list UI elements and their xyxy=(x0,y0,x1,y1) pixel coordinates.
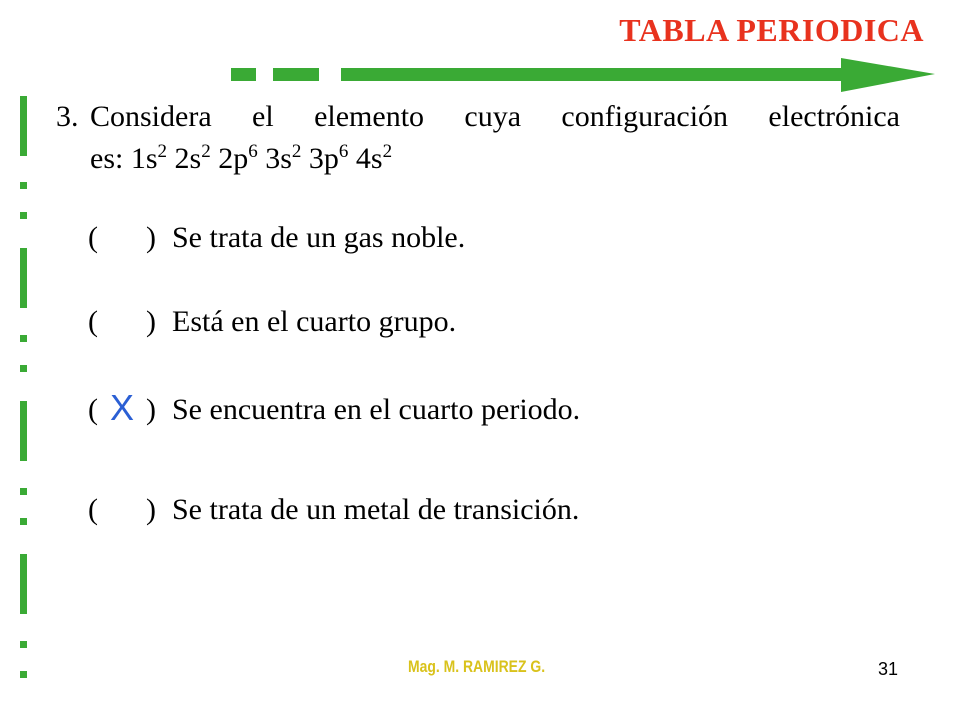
config-prefix: es: xyxy=(90,142,124,175)
left-dashed-line xyxy=(0,90,40,720)
slide-title: TABLA PERIODICA xyxy=(619,12,924,48)
dash-dot xyxy=(20,518,27,525)
option-text: Se trata de un gas noble. xyxy=(172,221,466,254)
config-term: $3s^2$ xyxy=(265,141,302,175)
arrow-shaft xyxy=(341,68,851,81)
electron-configuration xyxy=(90,138,392,180)
dash-dot xyxy=(20,182,27,189)
dash-dot xyxy=(20,641,27,648)
paren-close: ) xyxy=(146,393,156,426)
answer-mark: X xyxy=(110,387,135,428)
page-number: 31 xyxy=(878,659,899,679)
config-term: $1s^2$ xyxy=(130,141,168,175)
paren-open: ( xyxy=(88,305,98,338)
dash-long xyxy=(20,401,27,461)
config-term: $2s^2$ xyxy=(174,141,211,175)
footer-author: Mag. M. RAMIREZ G. xyxy=(408,657,546,676)
arrow-dash-1 xyxy=(231,68,256,81)
question-number: 3. xyxy=(56,100,79,133)
paren-close: ) xyxy=(146,305,156,338)
option-text: Se trata de un metal de transición. xyxy=(172,493,580,526)
dash-dot xyxy=(20,365,27,372)
config-term: $3p^6$ xyxy=(308,141,349,175)
option-text: Está en el cuarto grupo. xyxy=(172,305,457,338)
dash-dot xyxy=(20,671,27,678)
paren-open: ( xyxy=(88,493,98,526)
paren-close: ) xyxy=(146,493,156,526)
option-text: Se encuentra en el cuarto periodo. xyxy=(172,393,581,426)
dash-long xyxy=(20,96,27,156)
dash-long xyxy=(20,248,27,308)
question-text: Considera el elemento cuya configuración electrónica xyxy=(90,100,900,133)
dash-dot xyxy=(20,335,27,342)
arrow-dash-2 xyxy=(273,68,319,81)
config-term: $2p^6$ xyxy=(218,141,258,175)
paren-open: ( xyxy=(88,393,98,426)
dash-long xyxy=(20,554,27,614)
dash-dot xyxy=(20,212,27,219)
dash-dot xyxy=(20,488,27,495)
config-term: $4s^2$ xyxy=(355,141,393,175)
paren-open: ( xyxy=(88,221,98,254)
arrow-decoration xyxy=(0,58,960,98)
paren-close: ) xyxy=(146,221,156,254)
arrow-head xyxy=(841,58,935,92)
